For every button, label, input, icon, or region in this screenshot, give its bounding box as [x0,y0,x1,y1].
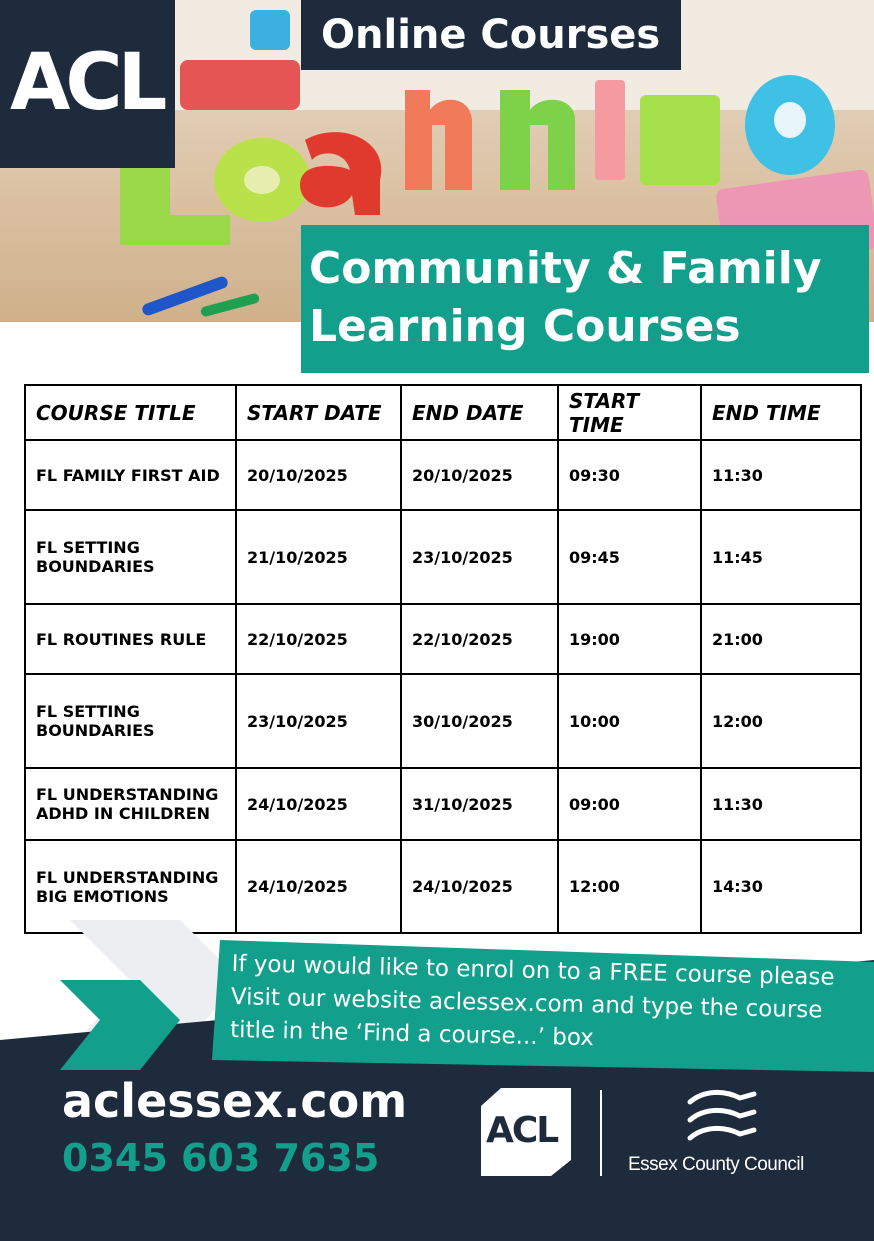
start-time-cell: 10:00 [558,674,701,768]
end-time-cell: 14:30 [701,840,861,933]
course-title-cell: FL SETTING BOUNDARIES [25,674,236,768]
course-title-cell: FL SETTING BOUNDARIES [25,510,236,604]
start-date-cell: 21/10/2025 [236,510,401,604]
end-date-cell: 24/10/2025 [401,840,558,933]
table-header-row [25,385,861,440]
header-end-date: END DATE [401,385,558,440]
start-time-cell: 09:30 [558,440,701,510]
start-date-cell: 22/10/2025 [236,604,401,674]
logo-divider [600,1090,602,1176]
end-time-cell: 11:30 [701,768,861,840]
table-row [25,604,861,674]
course-title-cell: FL FAMILY FIRST AID [25,440,236,510]
phone-number[interactable]: 0345 603 7635 [62,1136,380,1180]
start-time-cell: 09:00 [558,768,701,840]
end-date-cell: 22/10/2025 [401,604,558,674]
table-row [25,510,861,604]
course-title-cell: FL ROUTINES RULE [25,604,236,674]
end-date-cell: 31/10/2025 [401,768,558,840]
start-time-cell: 19:00 [558,604,701,674]
start-date-cell: 24/10/2025 [236,768,401,840]
end-date-cell: 30/10/2025 [401,674,558,768]
page-title: Community & Family Learning Courses [309,243,822,352]
council-name: Essex County Council [628,1154,804,1175]
end-time-cell: 11:30 [701,440,861,510]
start-time-cell: 12:00 [558,840,701,933]
header-end-time: END TIME [701,385,861,440]
table-row [25,674,861,768]
header-course-title: COURSE TITLE [25,385,236,440]
start-date-cell: 24/10/2025 [236,840,401,933]
table-row [25,768,861,840]
acl-logo-text: ACL [10,38,163,128]
header-start-time: START TIME [558,385,701,440]
end-date-cell: 23/10/2025 [401,510,558,604]
start-time-cell: 09:45 [558,510,701,604]
course-table [24,384,862,934]
end-date-cell: 20/10/2025 [401,440,558,510]
header-start-date: START DATE [236,385,401,440]
course-title-cell: FL UNDERSTANDING BIG EMOTIONS [25,840,236,933]
website-link[interactable]: aclessex.com [62,1074,408,1128]
end-time-cell: 12:00 [701,674,861,768]
start-date-cell: 23/10/2025 [236,674,401,768]
end-time-cell: 11:45 [701,510,861,604]
essex-seaxes-icon [684,1088,760,1150]
start-date-cell: 20/10/2025 [236,440,401,510]
acl-badge-text: ACL [486,1110,558,1151]
course-title-cell: FL UNDERSTANDING ADHD IN CHILDREN [25,768,236,840]
enrol-instructions: If you would like to enrol on to a FREE course please Visit our website aclessex.com and type the course title in the ‘Find a course...’ box [229,950,835,1052]
table-row [25,440,861,510]
online-courses-label: Online Courses [321,12,661,58]
end-time-cell: 21:00 [701,604,861,674]
